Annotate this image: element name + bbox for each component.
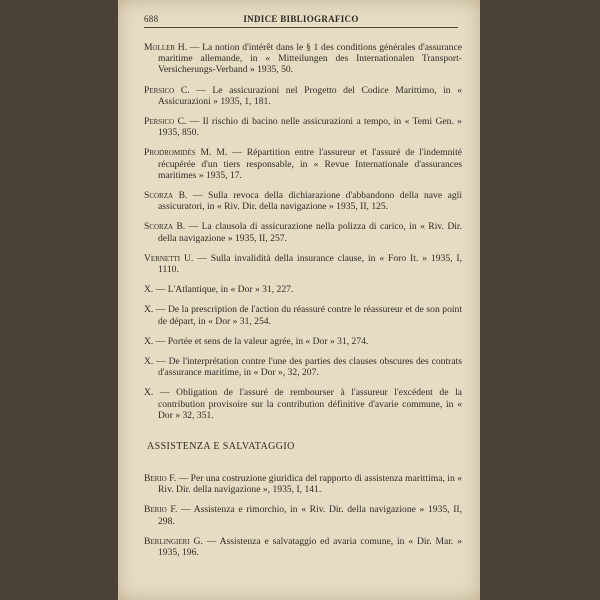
bib-entry: [144, 116, 462, 138]
section-heading: ASSISTENZA E SALVATAGGIO: [147, 441, 295, 453]
bibliography: [144, 42, 462, 567]
entry-author: X.: [144, 335, 154, 347]
entry-author: Vernetti U.: [144, 252, 194, 264]
entry-text: — Il rischio di bacino nelle assicurazioni a tempo, in « Temi Gen. » 1935, 850.: [158, 116, 462, 139]
entry-text: — De l'interprétation contre l'une des parties des clauses obscures des contrats d'assurance maritime, in « Dor », 32, 207.: [153, 356, 462, 379]
entry-author: Berio F.: [144, 473, 177, 485]
bib-entry: [144, 221, 462, 243]
book-page: [118, 0, 480, 600]
entry-text: — Répartition entre l'assureur et l'assuré de l'indemnité récupérée d'un tiers responsable, in « Revue Internationale d'assurances maritimes » 1935, 17.: [158, 147, 462, 181]
entry-author: Prodromidès M. M.: [144, 147, 228, 159]
entry-author: X.: [144, 387, 154, 399]
entry-author: Persico C.: [144, 116, 187, 128]
bib-entry: [144, 504, 462, 526]
entry-text: — Assistenza e salvataggio ed avaria comune, in « Dir. Mar. » 1935, 196.: [158, 535, 462, 559]
entry-text: — De la prescription de l'action du réassuré contre le réassureur et de son point de départ, in « Dor » 31, 254.: [153, 304, 462, 327]
bib-entry: [144, 85, 462, 107]
bib-entry: [144, 536, 462, 558]
bib-entry: [144, 284, 462, 295]
entry-text: — Assistenza e rimorchio, in « Riv. Dir. della navigazione » 1935, II, 298.: [158, 504, 462, 527]
entry-author: Scorza B.: [144, 190, 188, 202]
bib-entry: [144, 336, 462, 347]
bib-entry: [144, 190, 462, 212]
entry-text: — L'Atlantique, in « Dor » 31, 227.: [153, 284, 294, 296]
entry-author: Berio F.: [144, 504, 178, 516]
entry-author: X.: [144, 356, 154, 368]
entry-text: — Obligation de l'assuré de rembourser à l'assureur l'excédent de la contribution provisoire sur la contribution définitive d'avarie commune, in « Dor » 32, 351.: [153, 387, 462, 421]
entry-text: — Sulla invalidità della insurance clause, in « Foro It. » 1935, I, 1110.: [158, 252, 463, 276]
entry-author: Persico C.: [144, 84, 190, 96]
header-rule: [144, 27, 458, 28]
entry-text: — Sulla revoca della dichiarazione d'abbandono della nave agli assicuratori, in « Riv. Dir. della navigazione » 1935, II, 125.: [158, 190, 462, 213]
entry-text: — La clausola di assicurazione nella polizza di carico, in « Riv. Dir. della navigazione » 1935, II, 257.: [158, 221, 462, 244]
bib-entry: [144, 356, 462, 378]
entry-author: X.: [144, 304, 154, 316]
entry-text: — Le assicurazioni nel Progetto del Codice Marittimo, in « Assicurazioni » 1935, 1, 181.: [158, 84, 462, 107]
running-title: INDICE BIBLIOGRAFICO: [243, 14, 359, 24]
entry-text: — Per una costruzione giuridica del rapporto di assistenza marittima, in « Riv. Dir. della navigazione », 1935, I, 141.: [158, 473, 462, 496]
bib-entry: [144, 473, 462, 495]
entry-author: Berlingieri G.: [144, 535, 203, 547]
entry-text: — Portée et sens de la valeur agrée, in « Dor » 31, 274.: [153, 335, 369, 347]
bib-entry: [144, 147, 462, 181]
entry-text: — La notion d'intérêt dans le § 1 des conditions générales d'assurance maritime allemande, in « Mitteilungen des Internationalen Transport-Versicherungs-Verband » 1935, 50.: [158, 42, 462, 76]
bib-entry: [144, 304, 462, 326]
entry-author: X.: [144, 284, 154, 296]
bib-entry: [144, 387, 462, 421]
bib-entry: [144, 42, 462, 76]
bib-entry: [144, 253, 462, 275]
entry-author: Scorza B.: [144, 221, 186, 233]
entry-author: Moller H.: [144, 42, 188, 53]
page-number: 688: [144, 14, 159, 24]
